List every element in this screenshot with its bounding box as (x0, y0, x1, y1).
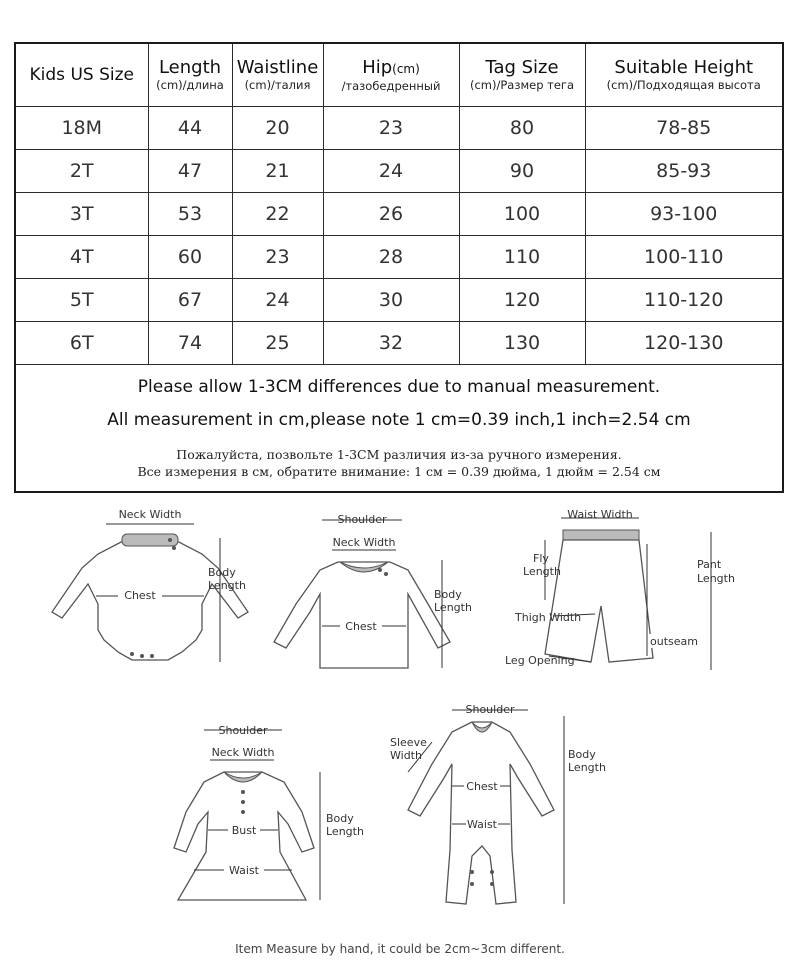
pant-length-label-1: Pant (697, 558, 722, 571)
cell-waistline: 22 (232, 193, 323, 236)
cell-size: 6T (16, 322, 148, 365)
pants-diagram (505, 504, 745, 678)
table-row (16, 236, 782, 279)
header-suitable-height: Suitable Height (cm)/Подходящая высота (585, 44, 782, 107)
body-length-label-1: Body (208, 566, 236, 579)
cell-length: 53 (148, 193, 232, 236)
sleeve-width-label-2: Width (390, 749, 422, 762)
cell-tag-size: 110 (459, 236, 585, 279)
header-hip: Hip(cm) /тазобедренный (323, 44, 459, 107)
fly-length-label-2: Length (523, 565, 561, 578)
tshirt-outline (274, 562, 450, 668)
cell-length: 74 (148, 322, 232, 365)
cell-suitable-height: 100-110 (585, 236, 782, 279)
cell-suitable-height: 85-93 (585, 150, 782, 193)
cell-length: 67 (148, 279, 232, 322)
table-row (16, 193, 782, 236)
body-length-label-2: Length (568, 761, 606, 774)
pant-length-label-2: Length (697, 572, 735, 585)
cell-size: 2T (16, 150, 148, 193)
tshirt-diagram (268, 504, 488, 678)
waist-label: Waist (466, 818, 498, 831)
size-chart (14, 42, 784, 493)
note-english-line-1: Please allow 1-3CM differences due to manual measurement. (137, 377, 661, 397)
body-length-label-1: Body (326, 812, 354, 825)
measurement-notes (16, 377, 782, 480)
chest-label: Chest (124, 589, 156, 602)
cell-size: 5T (16, 279, 148, 322)
chest-label: Chest (466, 780, 498, 793)
shoulder-label: Shoulder (337, 513, 387, 526)
cell-suitable-height: 93-100 (585, 193, 782, 236)
bodysuit-diagram (40, 504, 260, 678)
cell-suitable-height: 110-120 (585, 279, 782, 322)
cell-tag-size: 120 (459, 279, 585, 322)
pants-outline (545, 540, 653, 662)
chest-label: Chest (345, 620, 377, 633)
bust-label: Bust (231, 824, 257, 837)
waist-label: Waist (228, 864, 260, 877)
outseam-label: outseam (650, 635, 698, 648)
header-length: Length (cm)/длина (148, 44, 232, 107)
body-length-label-1: Body (434, 588, 462, 601)
dress-collar (224, 772, 262, 782)
cell-waistline: 23 (232, 236, 323, 279)
fly-length-label-1: Fly (533, 552, 549, 565)
cell-size: 3T (16, 193, 148, 236)
leg-opening-label: Leg Opening (505, 654, 575, 667)
shoulder-label: Shoulder (465, 703, 515, 716)
footer-note: Item Measure by hand, it could be 2cm~3cm different. (235, 942, 565, 956)
table-row (16, 107, 782, 150)
cell-waistline: 24 (232, 279, 323, 322)
header-tag-size: Tag Size (cm)/Размер тега (459, 44, 585, 107)
table-row (16, 279, 782, 322)
romper-buttons (470, 870, 494, 886)
header-waistline: Waistline (cm)/талия (232, 44, 323, 107)
cell-hip: 24 (323, 150, 459, 193)
size-table (16, 44, 782, 365)
pants-waistband (563, 530, 639, 540)
note-russian-line-1: Пожалуйста, позвольте 1-3CM различия из-за ручного измерения. (176, 447, 622, 462)
note-english-line-2: All measurement in cm,please note 1 cm=0.39 inch,1 inch=2.54 cm (107, 410, 691, 430)
shoulder-label: Shoulder (218, 724, 268, 737)
romper-collar (472, 722, 492, 732)
dress-diagram (150, 716, 380, 920)
neck-width-label: Neck Width (332, 536, 396, 549)
body-length-label-2: Length (208, 579, 246, 592)
cell-hip: 26 (323, 193, 459, 236)
shoulder-buttons (378, 568, 388, 576)
body-length-label-2: Length (434, 601, 472, 614)
cell-waistline: 20 (232, 107, 323, 150)
cell-hip: 30 (323, 279, 459, 322)
table-row (16, 150, 782, 193)
dress-buttons (241, 790, 245, 814)
cell-hip: 23 (323, 107, 459, 150)
thigh-width-label: Thigh Width (515, 611, 582, 624)
cell-tag-size: 130 (459, 322, 585, 365)
table-header-row (16, 44, 782, 107)
body-length-label-1: Body (568, 748, 596, 761)
neck-width-label: Neck Width (211, 746, 275, 759)
table-row (16, 322, 782, 365)
romper-diagram (388, 700, 628, 919)
sleeve-width-label-1: Sleeve (390, 736, 427, 749)
cell-tag-size: 100 (459, 193, 585, 236)
cell-tag-size: 80 (459, 107, 585, 150)
cell-suitable-height: 120-130 (585, 322, 782, 365)
header-kids-us-size: Kids US Size (16, 44, 148, 107)
cell-hip: 32 (323, 322, 459, 365)
body-length-label-2: Length (326, 825, 364, 838)
cell-hip: 28 (323, 236, 459, 279)
romper-outline (408, 722, 554, 904)
neck-width-label: Neck Width (118, 508, 182, 521)
cell-length: 60 (148, 236, 232, 279)
cell-length: 44 (148, 107, 232, 150)
cell-size: 18M (16, 107, 148, 150)
note-russian-line-2: Все измерения в см, обратите внимание: 1 см = 0.39 дюйма, 1 дюйм = 2.54 см (137, 464, 661, 479)
cell-size: 4T (16, 236, 148, 279)
cell-suitable-height: 78-85 (585, 107, 782, 150)
cell-tag-size: 90 (459, 150, 585, 193)
cell-waistline: 25 (232, 322, 323, 365)
cell-length: 47 (148, 150, 232, 193)
waist-width-label: Waist Width (567, 508, 633, 521)
cell-waistline: 21 (232, 150, 323, 193)
